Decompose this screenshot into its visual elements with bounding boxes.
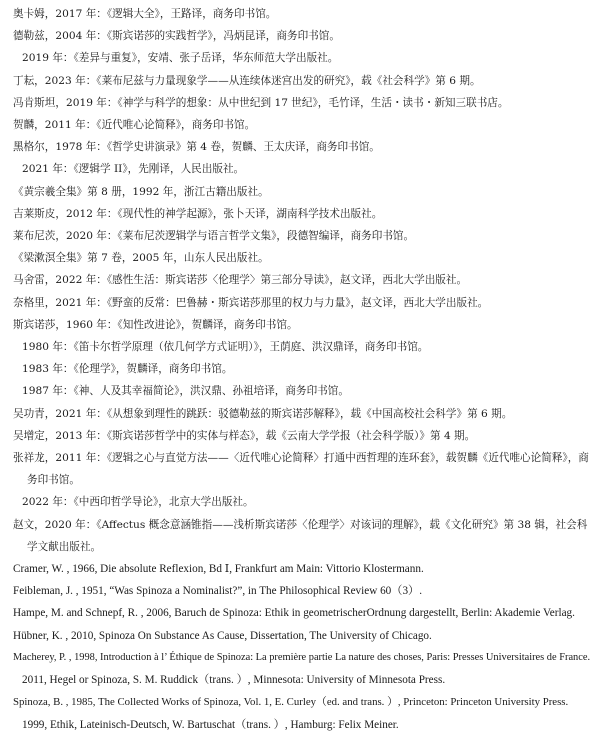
reference-entry: 1987 年：《神、人及其幸福简论》，洪汉鼎、孙祖培译，商务印书馆。 [22,385,349,398]
reference-entry: 莱布尼茨，2020 年：《莱布尼茨逻辑学与语言哲学文集》，段德智编译，商务印书馆。 [13,230,415,243]
reference-entry: 1983 年：《伦理学》，贺麟译，商务印书馆。 [22,363,233,376]
reference-entry: 《梁漱溟全集》第 7 卷，2005 年，山东人民出版社。 [13,252,269,265]
reference-entry: 2021 年：《逻辑学 II》，先刚译，人民出版社。 [22,163,245,176]
reference-entry: 丁耘，2023 年：《莱布尼兹与力量现象学——从连续体迷宫出发的研究》，载《社会科学》第 6 期。 [13,74,481,87]
reference-entry: 吴增定，2013 年：《斯宾诺莎哲学中的实体与样态》，载《云南大学学报（社会科学版）》第 4 期。 [13,429,476,442]
reference-entry: 赵文，2020 年：《Affectus 概念意涵锥指——浅析斯宾诺莎〈伦理学〉对该词的理解》，载《文化研究》第 38 辑，社会科学文献出版社。 [13,518,588,553]
reference-entry: 斯宾诺莎，1960 年：《知性改进论》，贺麟译，商务印书馆。 [13,318,298,331]
reference-entry: 2022 年：《中西印哲学导论》，北京大学出版社。 [22,496,254,509]
reference-entry: 2011, Hegel or Spinoza, S. M. Ruddick（trans. ）, Minnesota: University of Minnesota Press. [22,674,446,687]
reference-entry: 冯肯斯坦，2019 年：《神学与科学的想象：从中世纪到 17 世纪》，毛竹译，生活・读书・新知三联书店。 [13,96,509,109]
reference-entry: Hübner, K. , 2010, Spinoza On Substance As Cause, Dissertation, The University of Chicago. [13,629,432,642]
reference-entry: 奈格里，2021 年：《野蛮的反常：巴鲁赫・斯宾诺莎那里的权力与力量》，赵文译，西北大学出版社。 [13,296,489,309]
reference-entry: 1999, Ethik, Lateinisch-Deutsch, W. Bartuschat（trans. ）, Hamburg: Felix Meiner. [22,718,399,731]
reference-entry: 奥卡姆，2017 年：《逻辑大全》，王路译，商务印书馆。 [13,8,277,20]
reference-entry: 2019 年：《差异与重复》，安靖、张子岳译，华东师范大学出版社。 [22,52,339,65]
reference-entry: 马舍雷，2022 年：《感性生活：斯宾诺莎〈伦理学〉第三部分导读》，赵文译，西北大学出版社。 [13,274,468,287]
reference-entry: Feibleman, J. , 1951, “Was Spinoza a Nominalist?”, in The Philosophical Review 60（3）. [13,585,423,598]
reference-entry: Hampe, M. and Schnepf, R. , 2006, Baruch de Spinoza: Ethik in geometrischerOrdnung dargestellt, Berlin: Akademie Verlag. [13,607,575,620]
reference-entry: 《黄宗羲全集》第 8 册，1992 年，浙江古籍出版社。 [13,185,269,198]
reference-entry: Macherey, P. , 1998, Introduction à l’ Éthique de Spinoza: La première partie La nature des choses, Paris: Presses Universitaires de France. [13,651,591,663]
reference-entry: 吉莱斯皮，2012 年：《现代性的神学起源》，张卜天译，湖南科学技术出版社。 [13,207,383,220]
reference-entry: Spinoza, B. , 1985, The Collected Works of Spinoza, Vol. 1, E. Curley（ed. and trans. ）, Princeton: Princeton University Press. [13,696,569,709]
reference-entry: 1980 年：《笛卡尔哲学原理（依几何学方式证明）》，王荫庭、洪汉鼎译，商务印书馆。 [22,341,429,354]
reference-entry: Cramer, W. , 1966, Die absolute Reflexion, Bd Ⅰ, Frankfurt am Main: Vittorio Klostermann. [13,563,424,576]
reference-entry: 吴功青，2021 年：《从想象到理性的跳跃：驳德勒兹的斯宾诺莎解释》，载《中国高校社会科学》第 6 期。 [13,407,513,420]
reference-entry: 贺麟，2011 年：《近代唯心论简释》，商务印书馆。 [13,119,256,132]
reference-entry: 张祥龙，2011 年：《逻辑之心与直觉方法——〈近代唯心论简释〉打通中西哲理的连环套》，载贺麟《近代唯心论简释》，商务印书馆。 [13,452,589,487]
reference-entry: 德勒兹，2004 年：《斯宾诺莎的实践哲学》，冯炳昆译，商务印书馆。 [13,30,340,43]
reference-entry: 黑格尔，1978 年：《哲学史讲演录》第 4 卷，贺麟、王太庆译，商务印书馆。 [13,141,380,154]
